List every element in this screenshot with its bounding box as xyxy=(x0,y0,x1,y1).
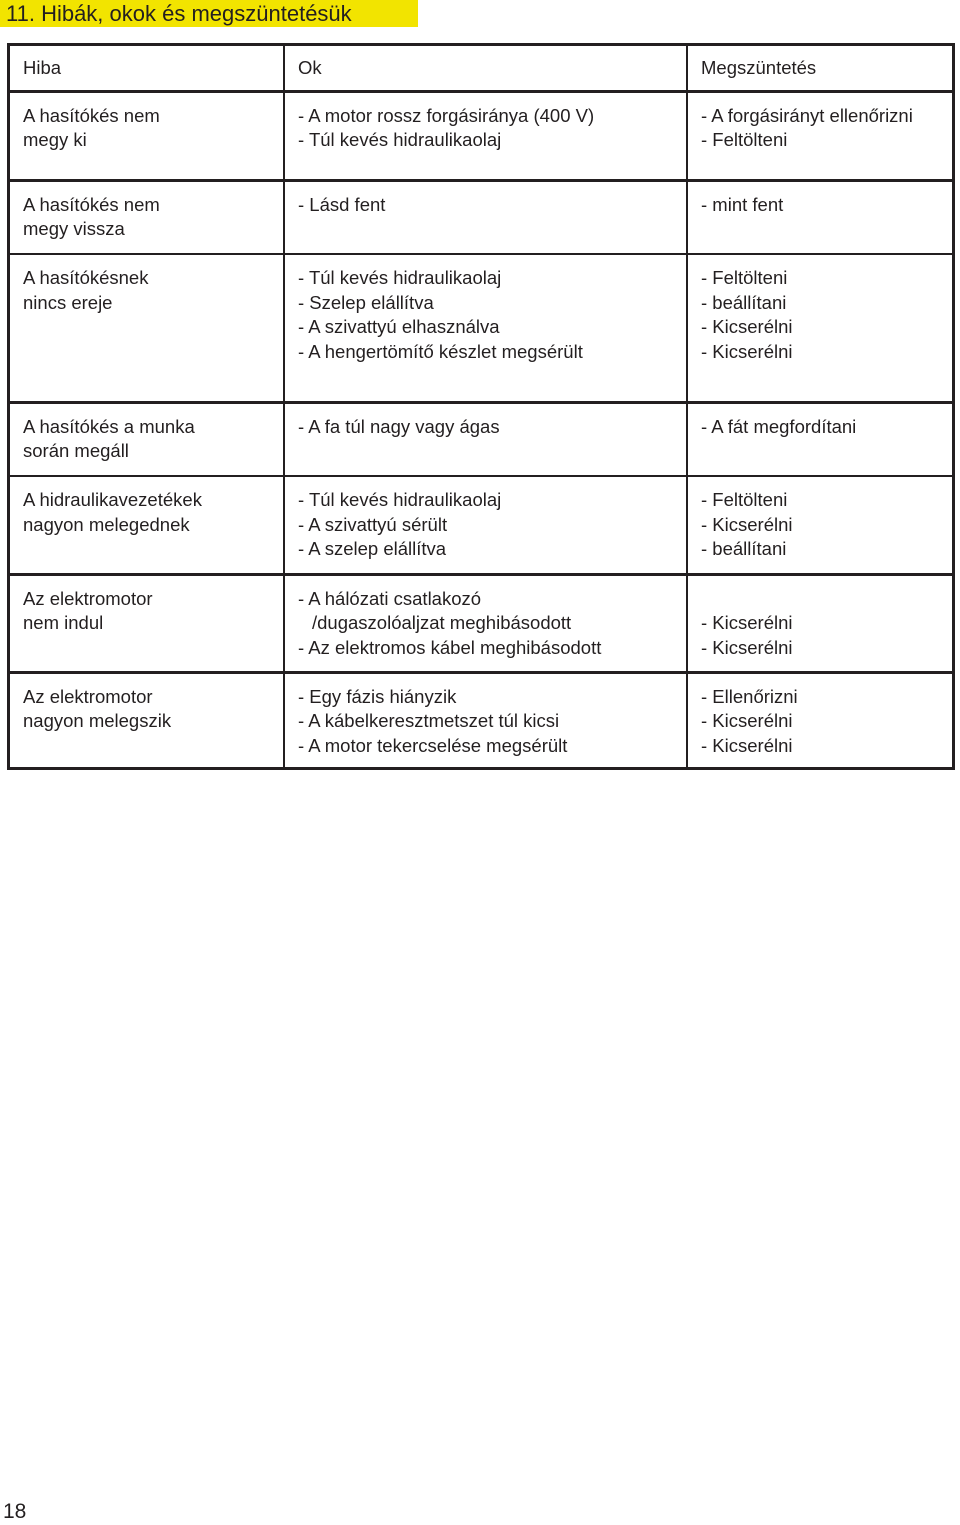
problem-line: nincs ereje xyxy=(23,291,113,313)
problem-line: Az elektromotor xyxy=(23,587,153,609)
fix-line: - Kicserélni xyxy=(701,316,793,337)
fix-cell xyxy=(687,91,952,180)
problem-cell xyxy=(10,91,284,180)
fix-cell xyxy=(687,254,952,402)
cause-line: - Szelep elállítva xyxy=(298,291,434,313)
problem-line: A hasítókésnek xyxy=(23,267,149,288)
troubleshooting-table xyxy=(7,43,955,770)
table-row xyxy=(10,672,952,767)
fix-line: - Kicserélni xyxy=(701,513,793,535)
fix-line: - Kicserélni xyxy=(701,340,793,362)
problem-cell xyxy=(10,476,284,574)
cause-cell xyxy=(284,574,687,672)
cause-line: - Túl kevés hidraulikaolaj xyxy=(298,489,502,511)
fix-line: - Kicserélni xyxy=(701,636,793,658)
cause-line: - A kábelkeresztmetszet túl kicsi xyxy=(298,710,560,732)
section-header xyxy=(0,0,960,27)
problem-cell xyxy=(10,574,284,672)
cause-line: - Az elektromos kábel meghibásodott xyxy=(298,636,602,658)
cause-line: - A hálózati csatlakozó xyxy=(298,587,482,609)
problem-line: A hidraulikavezetékek xyxy=(23,489,202,511)
problem-cell xyxy=(10,402,284,476)
table-header-row xyxy=(10,46,952,91)
problem-line: megy ki xyxy=(23,129,87,151)
cause-cell xyxy=(284,180,687,254)
cause-line: - Egy fázis hiányzik xyxy=(298,685,457,707)
table-row xyxy=(10,91,952,180)
problem-line: A hasítókés nem xyxy=(23,193,160,215)
fix-line: - A fát megfordítani xyxy=(701,415,857,437)
fix-line: - Kicserélni xyxy=(701,734,793,756)
problem-line: nagyon melegednek xyxy=(23,513,190,535)
cause-line: - A hengertömítő készlet megsérült xyxy=(298,340,583,362)
header-cause: Ok xyxy=(284,46,687,91)
problem-line: A hasítókés nem xyxy=(23,104,160,126)
problem-cell xyxy=(10,672,284,767)
problem-line: megy vissza xyxy=(23,218,125,240)
fix-cell xyxy=(687,574,952,672)
fix-line: - Feltölteni xyxy=(701,267,788,288)
cause-line: - A szelep elállítva xyxy=(298,538,447,560)
cause-line: - A motor tekercselése megsérült xyxy=(298,734,568,756)
table-row xyxy=(10,476,952,574)
problem-line: nagyon melegszik xyxy=(23,710,172,732)
fix-line: - Ellenőrizni xyxy=(701,685,798,707)
cause-line: - A fa túl nagy vagy ágas xyxy=(298,415,500,437)
problem-line: Az elektromotor xyxy=(23,685,153,707)
fix-line: - Kicserélni xyxy=(701,710,793,732)
cause-cell xyxy=(284,91,687,180)
cause-line: - Túl kevés hidraulikaolaj xyxy=(298,267,502,288)
problem-cell xyxy=(10,254,284,402)
table-row xyxy=(10,574,952,672)
cause-line: - A motor rossz forgásiránya (400 V) xyxy=(298,104,595,126)
problem-line: nem indul xyxy=(23,612,104,634)
problem-cell xyxy=(10,180,284,254)
header-problem: Hiba xyxy=(10,46,284,91)
fix-cell xyxy=(687,476,952,574)
page-title: 11. Hibák, okok és megszüntetésük xyxy=(6,1,352,26)
cause-cell xyxy=(284,476,687,574)
cause-line: /dugaszolóaljzat meghibásodott xyxy=(312,612,572,634)
fix-cell xyxy=(687,180,952,254)
cause-line: - A szivattyú elhasználva xyxy=(298,316,500,337)
header-fix: Megszüntetés xyxy=(687,46,952,91)
table-row xyxy=(10,402,952,476)
fix-cell xyxy=(687,672,952,767)
table-row xyxy=(10,254,952,402)
fix-cell xyxy=(687,402,952,476)
cause-cell xyxy=(284,254,687,402)
fix-line: - beállítani xyxy=(701,291,787,313)
fix-line: - Feltölteni xyxy=(701,129,788,151)
fix-line: - A forgásirányt ellenőrizni xyxy=(701,104,913,126)
cause-cell xyxy=(284,672,687,767)
fix-line: - mint fent xyxy=(701,193,784,215)
cause-line: - Lásd fent xyxy=(298,193,386,215)
problem-line: A hasítókés a munka xyxy=(23,415,195,437)
cause-line: - A szivattyú sérült xyxy=(298,513,448,535)
fix-line: - Feltölteni xyxy=(701,489,788,511)
cause-cell xyxy=(284,402,687,476)
fix-line: - beállítani xyxy=(701,538,787,560)
table-row xyxy=(10,180,952,254)
page-number: 18 xyxy=(3,1500,27,1523)
fix-line: - Kicserélni xyxy=(701,612,793,634)
cause-line: - Túl kevés hidraulikaolaj xyxy=(298,129,502,151)
problem-line: során megáll xyxy=(23,440,129,462)
fix-line xyxy=(701,587,952,612)
